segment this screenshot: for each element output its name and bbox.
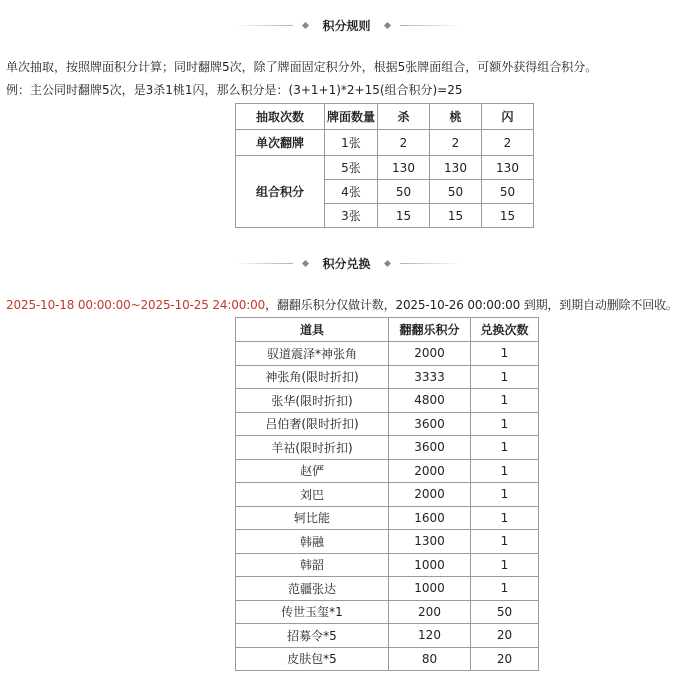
- divider-line: [400, 263, 460, 264]
- item-name: 吕伯奢(限时折扣): [236, 412, 389, 436]
- section-header-rules: [0, 15, 693, 35]
- divider-line: [233, 25, 293, 26]
- table-cell: 130: [430, 156, 482, 180]
- item-name: 皮肤包*5: [236, 647, 389, 671]
- table-cell: 4张: [325, 180, 378, 204]
- table-cell: 5张: [325, 156, 378, 180]
- table-cell: 50: [430, 180, 482, 204]
- table-row: [236, 530, 539, 554]
- table-cell: 15: [482, 204, 534, 228]
- item-limit: 1: [471, 342, 539, 366]
- table-cell: 50: [482, 180, 534, 204]
- table-cell: 2: [482, 130, 534, 156]
- diamond-icon: [383, 259, 390, 266]
- item-points: 3600: [389, 436, 471, 460]
- item-points: 1000: [389, 553, 471, 577]
- table-row: [236, 130, 534, 156]
- item-limit: 1: [471, 553, 539, 577]
- rules-text-2: 例：主公同时翻牌5次，是3杀1桃1闪，那么积分是：(3+1+1)*2+15(组合积分)=25: [6, 83, 463, 97]
- table-header: 抽取次数: [236, 104, 325, 130]
- item-points: 1000: [389, 577, 471, 601]
- table-row: [236, 483, 539, 507]
- item-limit: 20: [471, 647, 539, 671]
- item-points: 200: [389, 600, 471, 624]
- divider-line: [233, 263, 293, 264]
- item-name: 韩韶: [236, 553, 389, 577]
- item-points: 2000: [389, 459, 471, 483]
- exchange-text: ，翻翻乐积分仅做计数，2025-10-26 00:00:00 到期，到期自动删除不回收。: [265, 298, 678, 312]
- table-cell: 130: [482, 156, 534, 180]
- item-limit: 1: [471, 483, 539, 507]
- table-cell: 3张: [325, 204, 378, 228]
- diamond-icon: [383, 21, 390, 28]
- table-row: [236, 389, 539, 413]
- item-points: 3333: [389, 365, 471, 389]
- table-row: [236, 624, 539, 648]
- item-points: 3600: [389, 412, 471, 436]
- row-label: 组合积分: [236, 156, 325, 228]
- item-limit: 1: [471, 577, 539, 601]
- item-points: 80: [389, 647, 471, 671]
- item-name: 赵俨: [236, 459, 389, 483]
- table-header: 翻翻乐积分: [389, 318, 471, 342]
- table-header: 闪: [482, 104, 534, 130]
- item-name: 羊祜(限时折扣): [236, 436, 389, 460]
- item-limit: 50: [471, 600, 539, 624]
- diamond-icon: [302, 21, 309, 28]
- item-limit: 1: [471, 412, 539, 436]
- table-row: [236, 647, 539, 671]
- item-name: 张华(限时折扣): [236, 389, 389, 413]
- table-row: [236, 436, 539, 460]
- table-row: [236, 365, 539, 389]
- points-rules-table: [235, 103, 534, 228]
- row-label: 单次翻牌: [236, 130, 325, 156]
- item-name: 神张角(限时折扣): [236, 365, 389, 389]
- table-header-row: [236, 104, 534, 130]
- item-limit: 1: [471, 459, 539, 483]
- table-cell: 15: [430, 204, 482, 228]
- item-limit: 1: [471, 365, 539, 389]
- item-points: 4800: [389, 389, 471, 413]
- divider-line: [400, 25, 460, 26]
- table-row: [236, 577, 539, 601]
- table-row: [236, 600, 539, 624]
- table-row: [236, 342, 539, 366]
- table-row: [236, 506, 539, 530]
- section-title: 积分规则: [322, 18, 371, 33]
- item-name: 刘巴: [236, 483, 389, 507]
- table-row: [236, 553, 539, 577]
- exchange-notice: [6, 297, 678, 313]
- item-name: 传世玉玺*1: [236, 600, 389, 624]
- table-row: [236, 156, 534, 180]
- table-cell: 15: [378, 204, 430, 228]
- item-limit: 1: [471, 389, 539, 413]
- section-title: 积分兑换: [322, 256, 371, 271]
- item-points: 1300: [389, 530, 471, 554]
- exchange-period: 2025-10-18 00:00:00~2025-10-25 24:00:00: [6, 298, 266, 312]
- item-points: 2000: [389, 342, 471, 366]
- item-name: 驭道震泽*神张角: [236, 342, 389, 366]
- item-limit: 1: [471, 436, 539, 460]
- item-name: 韩融: [236, 530, 389, 554]
- table-header: 杀: [378, 104, 430, 130]
- item-limit: 20: [471, 624, 539, 648]
- rules-text-1: 单次抽取，按照牌面积分计算；同时翻牌5次，除了牌面固定积分外，根据5张牌面组合，可额外获得组合积分。: [6, 60, 598, 74]
- table-cell: 130: [378, 156, 430, 180]
- table-cell: 50: [378, 180, 430, 204]
- table-cell: 1张: [325, 130, 378, 156]
- exchange-table: [235, 317, 539, 671]
- section-header-exchange: [0, 253, 693, 273]
- table-header: 桃: [430, 104, 482, 130]
- table-cell: 2: [430, 130, 482, 156]
- table-header-row: [236, 318, 539, 342]
- item-limit: 1: [471, 530, 539, 554]
- item-points: 2000: [389, 483, 471, 507]
- table-header: 牌面数量: [325, 104, 378, 130]
- item-points: 1600: [389, 506, 471, 530]
- item-name: 招募令*5: [236, 624, 389, 648]
- table-row: [236, 459, 539, 483]
- item-limit: 1: [471, 506, 539, 530]
- table-row: [236, 412, 539, 436]
- item-name: 范疆张达: [236, 577, 389, 601]
- table-cell: 2: [378, 130, 430, 156]
- table-header: 兑换次数: [471, 318, 539, 342]
- item-name: 轲比能: [236, 506, 389, 530]
- diamond-icon: [302, 259, 309, 266]
- item-points: 120: [389, 624, 471, 648]
- table-header: 道具: [236, 318, 389, 342]
